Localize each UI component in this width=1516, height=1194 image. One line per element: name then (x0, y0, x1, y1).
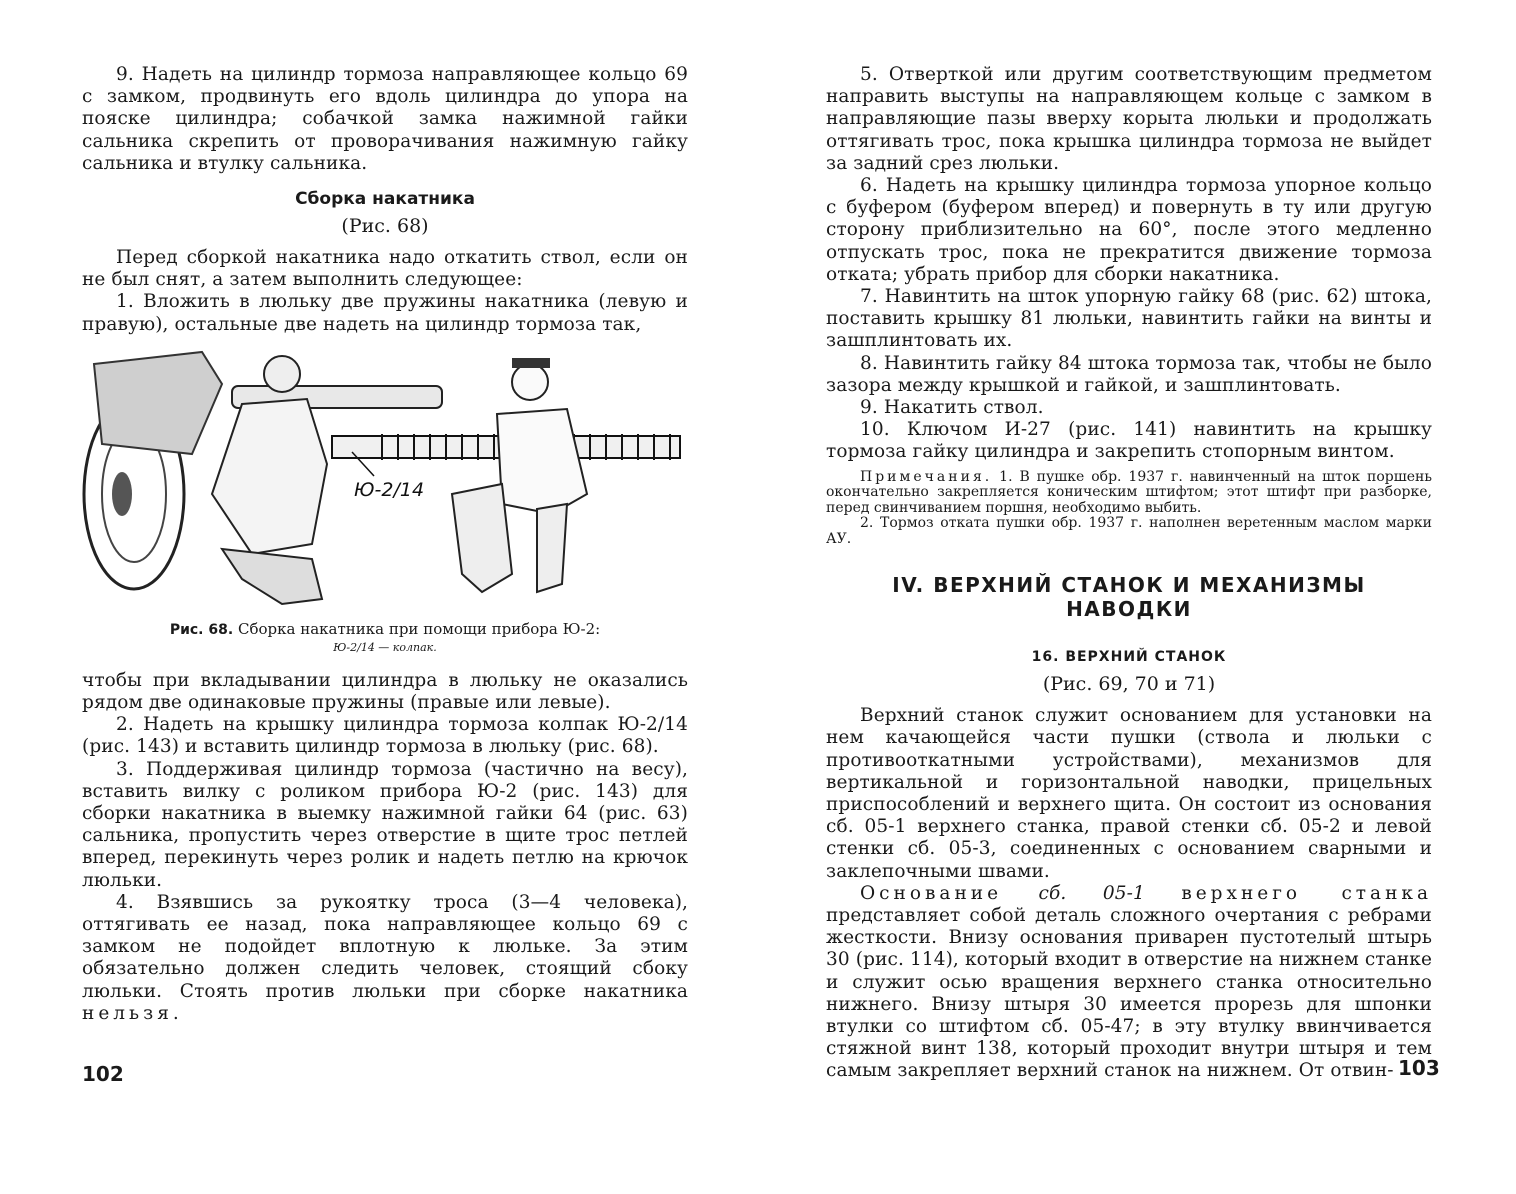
paragraph-text: 4. Взявшись за рукоятку троса (3—4 человека), оттягивать ее назад, пока направляющее кольцо 69 с замком не подойдет вплотную к люльке. За этим обязательно должен следить человек, стоящий сбоку люльки. Стоять против люльки при сборке накатника (82, 891, 688, 1002)
page-number-left: 102 (82, 1062, 124, 1086)
paragraph: Перед сборкой накатника надо откатить ствол, если он не был снят, а затем выполнить следующее: (82, 247, 688, 291)
figure-reference: (Рис. 68) (341, 215, 429, 238)
paragraph: 3. Поддерживая цилиндр тормоза (частично на весу), вставить вилку с роликом прибора Ю-2 (рис. 143) для сборки накатника в выемку нажимной гайки 64 (рис. 63) сальника, пропустить через отверстие в щите трос петлей вперед, перекинуть через ролик и надеть петлю на крючок люльки. (82, 758, 688, 891)
section-title: 16. ВЕРХНИЙ СТАНОК (1031, 649, 1227, 666)
paragraph: 8. Навинтить гайку 84 штока тормоза так, чтобы не было зазора между крышкой и гайкой, и зашплинтовать. (826, 352, 1432, 396)
paragraph: 6. Надеть на крышку цилиндра тормоза упорное кольцо с буфером (буфером вперед) и повернуть в ту или другую сторону приблизительно на 60°, после этого медленно отпускать трос, пока не прекратится движение тормоза отката; убрать прибор для сборки накатника. (826, 175, 1432, 285)
figure-caption (82, 620, 688, 639)
paragraph: 10. Ключом И-27 (рис. 141) навинтить на крышку тормоза гайку цилиндра и закрепить стопорным винтом. (826, 419, 1432, 463)
page-number-right: 103 (1398, 1056, 1440, 1080)
paragraph: 2. Надеть на крышку цилиндра тормоза колпак Ю-2/14 (рис. 143) и вставить цилиндр тормоза в люльку (рис. 68). (82, 714, 688, 758)
note-label: Примечания. (860, 468, 993, 485)
paragraph-text: представляет собой деталь сложного очертания с ребрами жесткости. Внизу основания приварен пустотелый штырь 30 (рис. 114), который входит в отверстие на нижнем станке и служит осью вращения верхнего станка относительно нижнего. Внизу штыря 30 имеется прорезь для шпонки втулки со штифтом сб. 05-47; в эту втулку ввинчивается стяжной винт 138, который проходит внутри штыря и тем самым закрепляет верхний станок на нижнем. От отвин- (826, 904, 1432, 1082)
emphasized-word: нельзя. (82, 1002, 183, 1024)
paragraph-text: сб. 05-1 (1002, 882, 1182, 904)
paragraph (826, 883, 1432, 1083)
figure-caption-number: Рис. 68. (169, 621, 234, 638)
paragraph: 9. Надеть на цилиндр тормоза направляющее кольцо 69 с замком, продвинуть его вдоль цилиндра до упора на пояске цилиндра; собачкой замка нажимной гайки сальника скрепить от проворачивания нажимную гайку сальника и втулку сальника. (82, 64, 688, 174)
note-text: 1. В пушке обр. 1937 г. навинченный на шток поршень окончательно закрепляется коническим штифтом; этот штифт при разборке, перед свинчиванием поршня, необходимо выбить. (826, 468, 1432, 516)
emphasized-term: верхнего станка (1181, 882, 1432, 904)
right-page (826, 0, 1432, 1083)
figure-caption-sub: Ю-2/14 — колпак. (333, 640, 437, 654)
paragraph: 7. Навинтить на шток упорную гайку 68 (рис. 62) штока, поставить крышку 81 люльки, навинтить гайки на винты и зашплинтовать их. (826, 286, 1432, 352)
note: 2. Тормоз отката пушки обр. 1937 г. наполнен веретенным маслом марки АУ. (826, 515, 1432, 547)
paragraph: 9. Накатить ствол. (860, 397, 1044, 419)
paragraph (82, 892, 688, 1025)
note (826, 470, 1432, 517)
illustration (82, 344, 688, 614)
figure-caption-text: Сборка накатника при помощи прибора Ю-2: (237, 619, 601, 638)
section-heading: Сборка накатника (295, 189, 475, 210)
illustration-drawing (82, 344, 688, 614)
chapter-title: IV. ВЕРХНИЙ СТАНОК И МЕХАНИЗМЫ НАВОДКИ (892, 573, 1366, 622)
paragraph: 5. Отверткой или другим соответствующим предметом направить выступы на направляющем кольце с замком в направляющие пазы вверху корыта люльки и продолжать оттягивать трос, пока крышка цилиндра тормоза не выйдет за задний срез люльки. (826, 64, 1432, 174)
figure-callout-label: Ю-2/14 (354, 478, 425, 501)
paragraph: 1. Вложить в люльку две пружины накатника (левую и правую), остальные две надеть на цилиндр тормоза так, (82, 291, 688, 335)
paragraph: Верхний станок служит основанием для установки на нем качающейся части пушки (ствола и люльки с противооткатными устройствами), механизмов для вертикальной и горизонтальной наводки, прицельных приспособлений и верхнего щита. Он состоит из основания сб. 05-1 верхнего станка, правой стенки сб. 05-2 и левой стенки сб. 05-3, соединенных с основанием сварными и заклепочными швами. (826, 705, 1432, 882)
paragraph: чтобы при вкладывании цилиндра в люльку не оказались рядом две одинаковые пружины (правые или левые). (82, 669, 688, 714)
figure-reference: (Рис. 69, 70 и 71) (1042, 673, 1216, 696)
emphasized-term: Основание (860, 882, 1003, 904)
left-page (82, 0, 688, 1025)
